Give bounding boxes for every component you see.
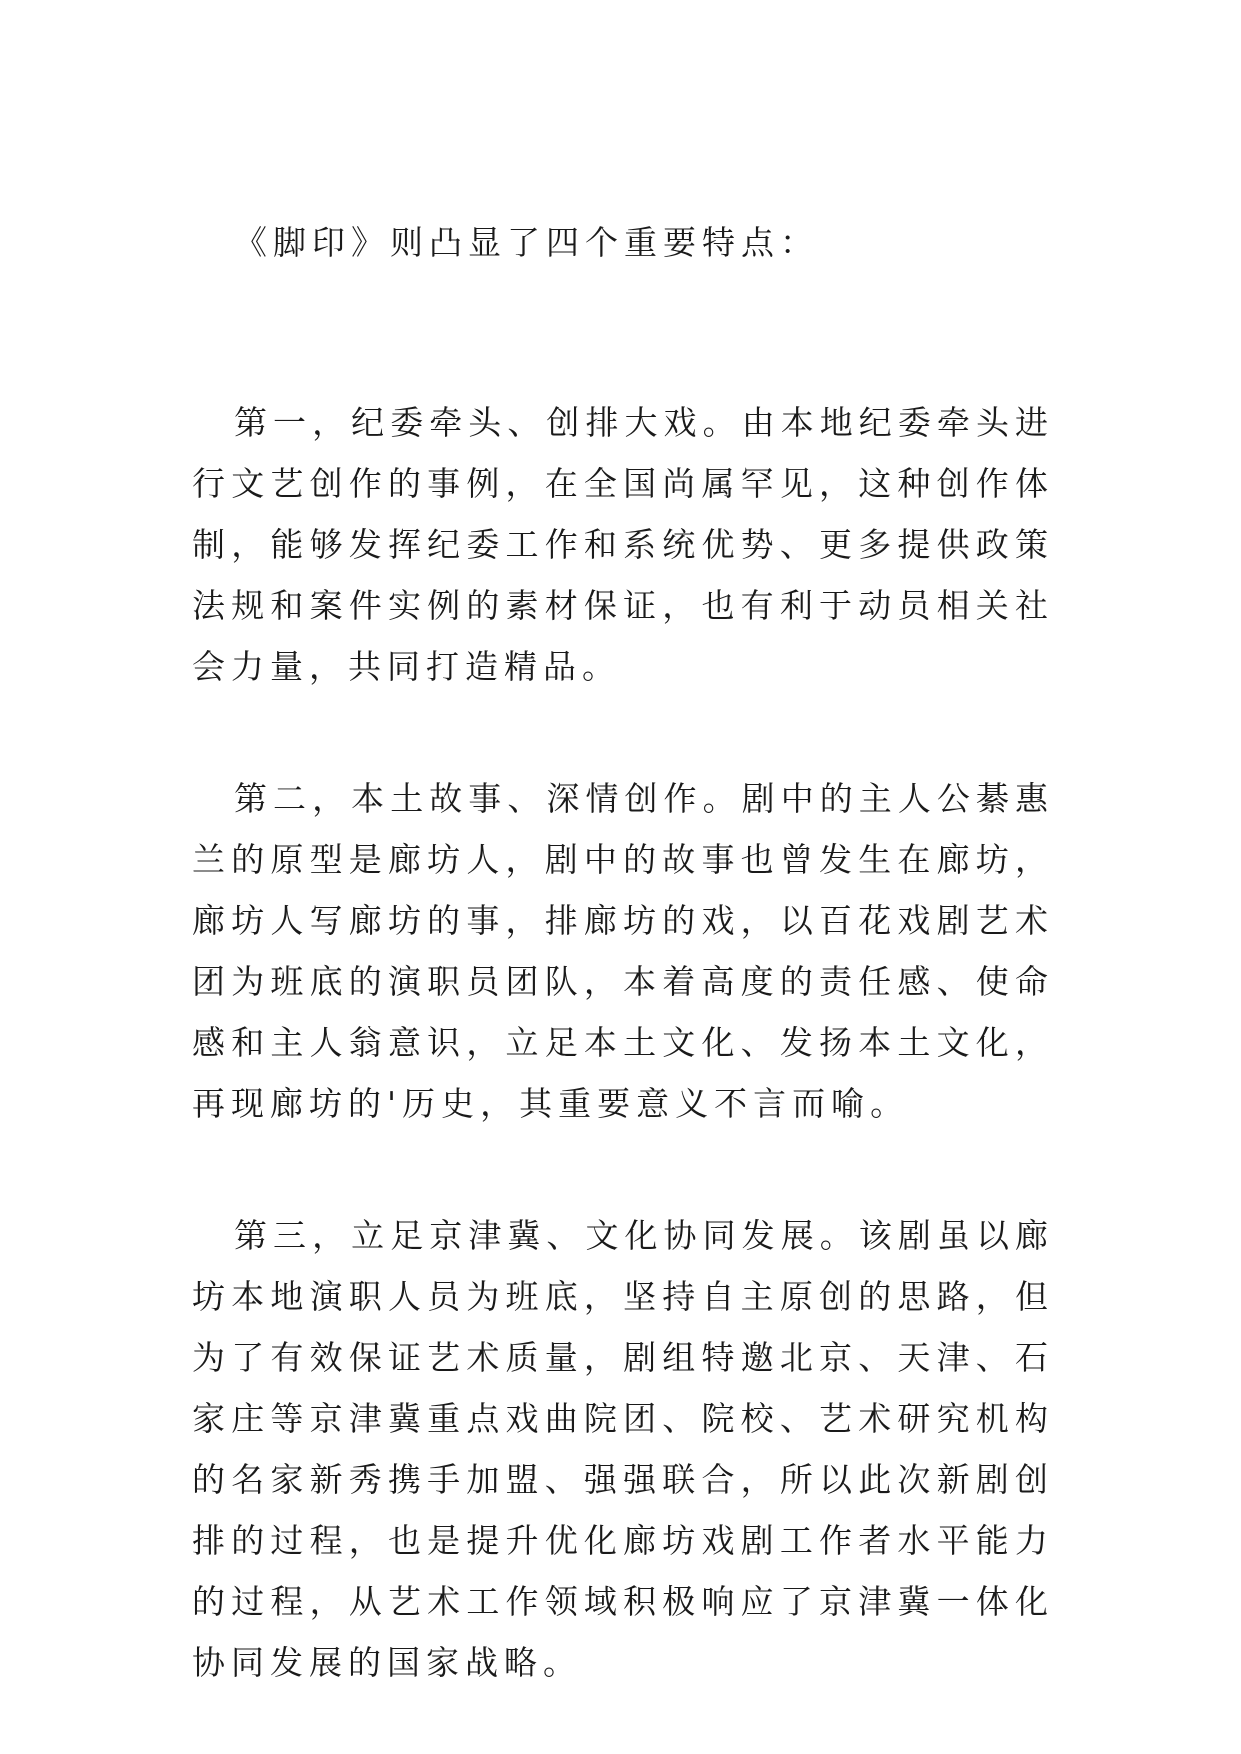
paragraph-third-point: 第三，立足京津冀、文化协同发展。该剧虽以廊坊本地演职人员为班底，坚持自主原创的思路，但为了有效保证艺术质量，剧组特邀北京、天津、石家庄等京津冀重点戏曲院团、院校、艺术研究机构的名家新秀携手加盟、强强联合，所以此次新剧创排的过程，也是提升优化廊坊戏剧工作者水平能力的过程，从艺术工作领域积极响应了京津冀一体化协同发展的国家战略。 xyxy=(192,1216,1054,1682)
paragraph-first-point: 第一，纪委牵头、创排大戏。由本地纪委牵头进行文艺创作的事例，在全国尚属罕见，这种创作体制，能够发挥纪委工作和系统优势、更多提供政策法规和案件实例的素材保证，也有利于动员相关社会力量，共同打造精品。 xyxy=(192,403,1054,686)
paragraph-intro: 《脚印》则凸显了四个重要特点： xyxy=(234,223,819,262)
paragraph-second-point: 第二，本土故事、深情创作。剧中的主人公綦惠兰的原型是廊坊人，剧中的故事也曾发生在廊坊，廊坊人写廊坊的事，排廊坊的戏，以百花戏剧艺术团为班底的演职员团队，本着高度的责任感、使命感和主人翁意识，立足本土文化、发扬本土文化，再现廊坊的'历史，其重要意义不言而喻。 xyxy=(192,779,1054,1123)
